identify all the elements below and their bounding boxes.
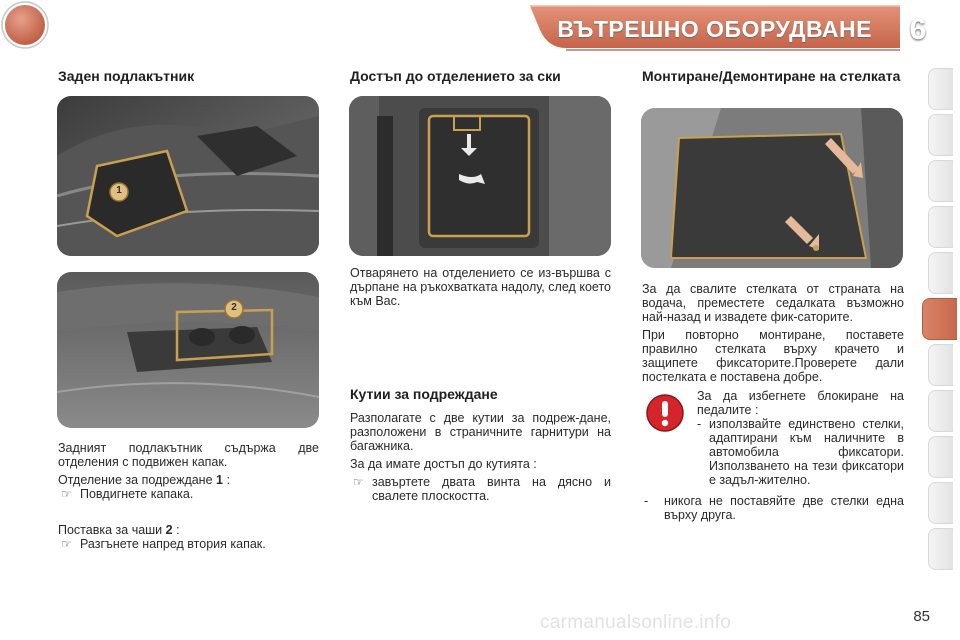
chapter-tab[interactable] bbox=[928, 390, 953, 432]
warning-intro: За да избегнете блокиране на педалите : bbox=[697, 389, 904, 417]
section-heading-storage-boxes: Кутии за подреждане bbox=[350, 386, 498, 402]
watermark: carmanualsonline.info bbox=[540, 612, 732, 633]
cup-suffix: : bbox=[172, 523, 180, 537]
floor-mat-remove: За да свалите стелката от страната на водача, преместете седалката възможно най-назад и извадете фик-саторите. bbox=[642, 282, 904, 324]
rear-armrest-intro: Задният подлакътник съдържа две отделения с подвижен капак. bbox=[58, 441, 319, 469]
storage-boxes-bullet-row bbox=[350, 475, 611, 503]
storage-boxes-text bbox=[350, 411, 611, 503]
chapter-tab[interactable] bbox=[928, 528, 953, 570]
chapter-tab[interactable] bbox=[928, 436, 953, 478]
ski-access-text: Отварянето на отделението се из-вършва с дърпане на ръкохватката надолу, след което към Вас. bbox=[350, 266, 611, 308]
cup-bullet-text: Разгънете напред втория капак. bbox=[80, 537, 266, 551]
chapter-tab[interactable] bbox=[928, 206, 953, 248]
cup-bullet-row bbox=[58, 537, 319, 551]
floor-mat-photo bbox=[641, 108, 903, 268]
exclamation-warning-icon bbox=[645, 393, 685, 433]
cup-line bbox=[58, 523, 319, 537]
warning-item-text: използвайте единствено стелки, адаптирани към наличните в автомобила фиксатори. Използването на тези фиксатори е задъл-жително. bbox=[709, 417, 904, 487]
chapter-tab[interactable] bbox=[928, 344, 953, 386]
storage-number: 1 bbox=[216, 473, 223, 487]
pointing-hand-icon: ☞ bbox=[353, 475, 364, 489]
warning-block bbox=[697, 389, 904, 487]
chapter-tab[interactable] bbox=[928, 160, 953, 202]
floor-mat-text bbox=[642, 282, 904, 384]
chapter-tab[interactable] bbox=[928, 68, 953, 110]
callout-1: 1 bbox=[116, 185, 122, 196]
storage-bullet-text: Повдигнете капака. bbox=[80, 487, 194, 501]
chapter-number: 6 bbox=[909, 13, 927, 46]
chapter-tabs bbox=[928, 68, 960, 578]
section-heading-rear-armrest: Заден подлакътник bbox=[58, 68, 195, 84]
chapter-tab[interactable] bbox=[928, 252, 953, 294]
pointing-hand-icon: ☞ bbox=[61, 487, 72, 501]
rear-armrest-text bbox=[58, 441, 319, 551]
page-title: ВЪТРЕШНО ОБОРУДВАНЕ bbox=[557, 16, 872, 42]
chapter-tab-active[interactable] bbox=[922, 298, 957, 340]
dash-item-text: никога не поставяйте две стелки една върху друга. bbox=[664, 494, 904, 522]
chapter-tab[interactable] bbox=[928, 114, 953, 156]
callout-2: 2 bbox=[231, 302, 237, 313]
storage-boxes-desc: Разполагате с две кутии за подреж-дане, разположени в страничните гарнитури на багажника. bbox=[350, 411, 611, 453]
page-number: 85 bbox=[913, 608, 930, 625]
floor-mat-refit: При повторно монтиране, поставете правилно стелката върху крачето и защипете фиксаторите.Проверете дали постелката е поставена добре. bbox=[642, 328, 904, 384]
floor-mat-dash-block bbox=[642, 494, 904, 522]
ski-access-photo bbox=[349, 96, 611, 256]
dash-item-row: - никога не поставяйте две стелки една върху друга. bbox=[644, 494, 904, 522]
storage-boxes-bullet-text: завъртете двата винта на дясно и свалете плоскостта. bbox=[372, 475, 611, 503]
section-heading-ski-access: Достъп до отделението за ски bbox=[350, 68, 561, 84]
storage-suffix: : bbox=[222, 473, 230, 487]
section-heading-floor-mat: Монтиране/Демонтиране на стелката bbox=[642, 68, 901, 84]
warning-item-row: - използвайте единствено стелки, адаптирани към наличните в автомобила фиксатори. Използването на тези фиксатори е задъл-жително. bbox=[697, 417, 904, 487]
chapter-badge-icon bbox=[0, 0, 50, 50]
storage-line bbox=[58, 473, 319, 487]
chapter-tab[interactable] bbox=[928, 482, 953, 524]
storage-boxes-access: За да имате достъп до кутията : bbox=[350, 457, 537, 471]
header-bar bbox=[0, 0, 960, 62]
pointing-hand-icon: ☞ bbox=[61, 537, 72, 551]
cup-label: Поставка за чаши bbox=[58, 523, 163, 537]
cup-number: 2 bbox=[165, 523, 173, 537]
storage-label: Отделение за подреждане bbox=[58, 473, 213, 487]
storage-bullet-row bbox=[58, 487, 319, 501]
rear-armrest-photo bbox=[57, 96, 319, 256]
cup-holder-photo bbox=[57, 272, 319, 428]
